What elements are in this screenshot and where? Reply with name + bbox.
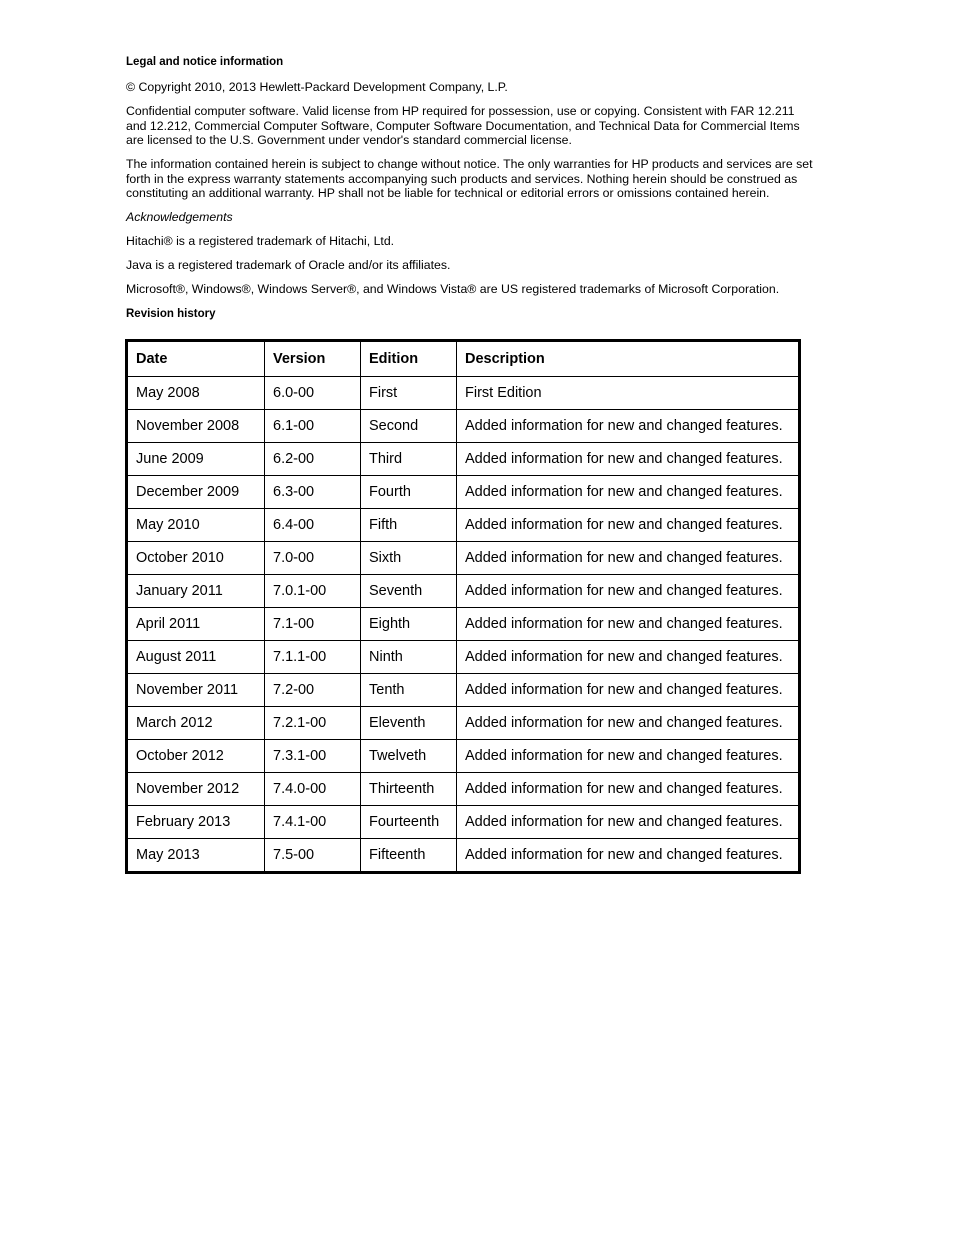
table-row xyxy=(127,773,800,806)
cell-edition: Fifth xyxy=(361,509,457,542)
cell-date: August 2011 xyxy=(127,641,265,674)
table-row xyxy=(127,806,800,839)
cell-version: 7.1-00 xyxy=(265,608,361,641)
cell-description: Added information for new and changed features. xyxy=(457,641,800,674)
cell-edition: First xyxy=(361,377,457,410)
cell-version: 6.0-00 xyxy=(265,377,361,410)
cell-date: December 2009 xyxy=(127,476,265,509)
cell-description: Added information for new and changed features. xyxy=(457,476,800,509)
cell-version: 6.4-00 xyxy=(265,509,361,542)
cell-version: 7.3.1-00 xyxy=(265,740,361,773)
cell-edition: Eighth xyxy=(361,608,457,641)
cell-version: 7.2.1-00 xyxy=(265,707,361,740)
cell-version: 7.5-00 xyxy=(265,839,361,873)
table-row xyxy=(127,839,800,873)
cell-version: 7.4.0-00 xyxy=(265,773,361,806)
cell-description: Added information for new and changed features. xyxy=(457,542,800,575)
legal-heading: Legal and notice information xyxy=(126,56,284,68)
cell-edition: Fifteenth xyxy=(361,839,457,873)
cell-version: 6.3-00 xyxy=(265,476,361,509)
table-row xyxy=(127,476,800,509)
cell-date: January 2011 xyxy=(127,575,265,608)
cell-edition: Sixth xyxy=(361,542,457,575)
cell-edition: Fourth xyxy=(361,476,457,509)
cell-date: June 2009 xyxy=(127,443,265,476)
table-row xyxy=(127,740,800,773)
cell-edition: Ninth xyxy=(361,641,457,674)
cell-description: Added information for new and changed features. xyxy=(457,509,800,542)
cell-edition: Seventh xyxy=(361,575,457,608)
cell-description: Added information for new and changed features. xyxy=(457,773,800,806)
cell-date: April 2011 xyxy=(127,608,265,641)
table-row xyxy=(127,641,800,674)
cell-version: 7.0-00 xyxy=(265,542,361,575)
cell-date: March 2012 xyxy=(127,707,265,740)
cell-date: May 2010 xyxy=(127,509,265,542)
cell-edition: Eleventh xyxy=(361,707,457,740)
cell-date: October 2010 xyxy=(127,542,265,575)
cell-version: 6.2-00 xyxy=(265,443,361,476)
confidential-text: Confidential computer software. Valid license from HP required for possession, use or copying. Consistent with FAR 12.211 and 12.212, Commercial Computer Software, Computer Software Documentation, and Technical Data for Commercial Items are licensed to the U.S. Government under vendor's standard commercial license. xyxy=(126,104,800,147)
cell-edition: Fourteenth xyxy=(361,806,457,839)
cell-edition: Thirteenth xyxy=(361,773,457,806)
cell-description: Added information for new and changed features. xyxy=(457,575,800,608)
cell-description: First Edition xyxy=(457,377,800,410)
cell-version: 7.4.1-00 xyxy=(265,806,361,839)
cell-description: Added information for new and changed features. xyxy=(457,674,800,707)
cell-date: November 2011 xyxy=(127,674,265,707)
revision-history-table-wrapper xyxy=(125,339,801,874)
table-body xyxy=(127,377,800,873)
revision-history-table xyxy=(125,339,801,874)
acknowledgements-heading: Acknowledgements xyxy=(126,210,233,224)
cell-date: November 2012 xyxy=(127,773,265,806)
cell-date: November 2008 xyxy=(127,410,265,443)
cell-description: Added information for new and changed features. xyxy=(457,707,800,740)
cell-version: 7.0.1-00 xyxy=(265,575,361,608)
column-header-date: Date xyxy=(127,341,265,377)
cell-description: Added information for new and changed features. xyxy=(457,839,800,873)
table-row xyxy=(127,542,800,575)
column-header-edition: Edition xyxy=(361,341,457,377)
cell-edition: Third xyxy=(361,443,457,476)
cell-description: Added information for new and changed features. xyxy=(457,443,800,476)
column-header-description: Description xyxy=(457,341,800,377)
cell-description: Added information for new and changed features. xyxy=(457,806,800,839)
revision-history-heading: Revision history xyxy=(126,308,216,320)
cell-date: February 2013 xyxy=(127,806,265,839)
cell-description: Added information for new and changed features. xyxy=(457,410,800,443)
cell-date: May 2008 xyxy=(127,377,265,410)
cell-edition: Tenth xyxy=(361,674,457,707)
cell-edition: Twelveth xyxy=(361,740,457,773)
copyright-text: © Copyright 2010, 2013 Hewlett-Packard Development Company, L.P. xyxy=(126,80,508,94)
cell-version: 7.2-00 xyxy=(265,674,361,707)
cell-version: 6.1-00 xyxy=(265,410,361,443)
java-trademark: Java is a registered trademark of Oracle and/or its affiliates. xyxy=(126,258,451,272)
legal-notice-section xyxy=(126,54,816,332)
microsoft-trademark: Microsoft®, Windows®, Windows Server®, and Windows Vista® are US registered trademarks of Microsoft Corporation. xyxy=(126,282,780,296)
column-header-version: Version xyxy=(265,341,361,377)
table-row xyxy=(127,377,800,410)
information-text: The information contained herein is subject to change without notice. The only warranties for HP products and services are set forth in the express warranty statements accompanying such products and services. Nothing herein should be construed as constituting an additional warranty. HP shall not be liable for technical or editorial errors or omissions contained herein. xyxy=(126,157,813,200)
header-row xyxy=(127,341,800,377)
table-row xyxy=(127,608,800,641)
cell-version: 7.1.1-00 xyxy=(265,641,361,674)
hitachi-trademark: Hitachi® is a registered trademark of Hitachi, Ltd. xyxy=(126,234,395,248)
cell-date: May 2013 xyxy=(127,839,265,873)
table-row xyxy=(127,410,800,443)
table-header xyxy=(127,341,800,377)
cell-edition: Second xyxy=(361,410,457,443)
table-row xyxy=(127,443,800,476)
cell-description: Added information for new and changed features. xyxy=(457,608,800,641)
table-row xyxy=(127,674,800,707)
table-row xyxy=(127,707,800,740)
table-row xyxy=(127,509,800,542)
table-row xyxy=(127,575,800,608)
cell-date: October 2012 xyxy=(127,740,265,773)
cell-description: Added information for new and changed features. xyxy=(457,740,800,773)
